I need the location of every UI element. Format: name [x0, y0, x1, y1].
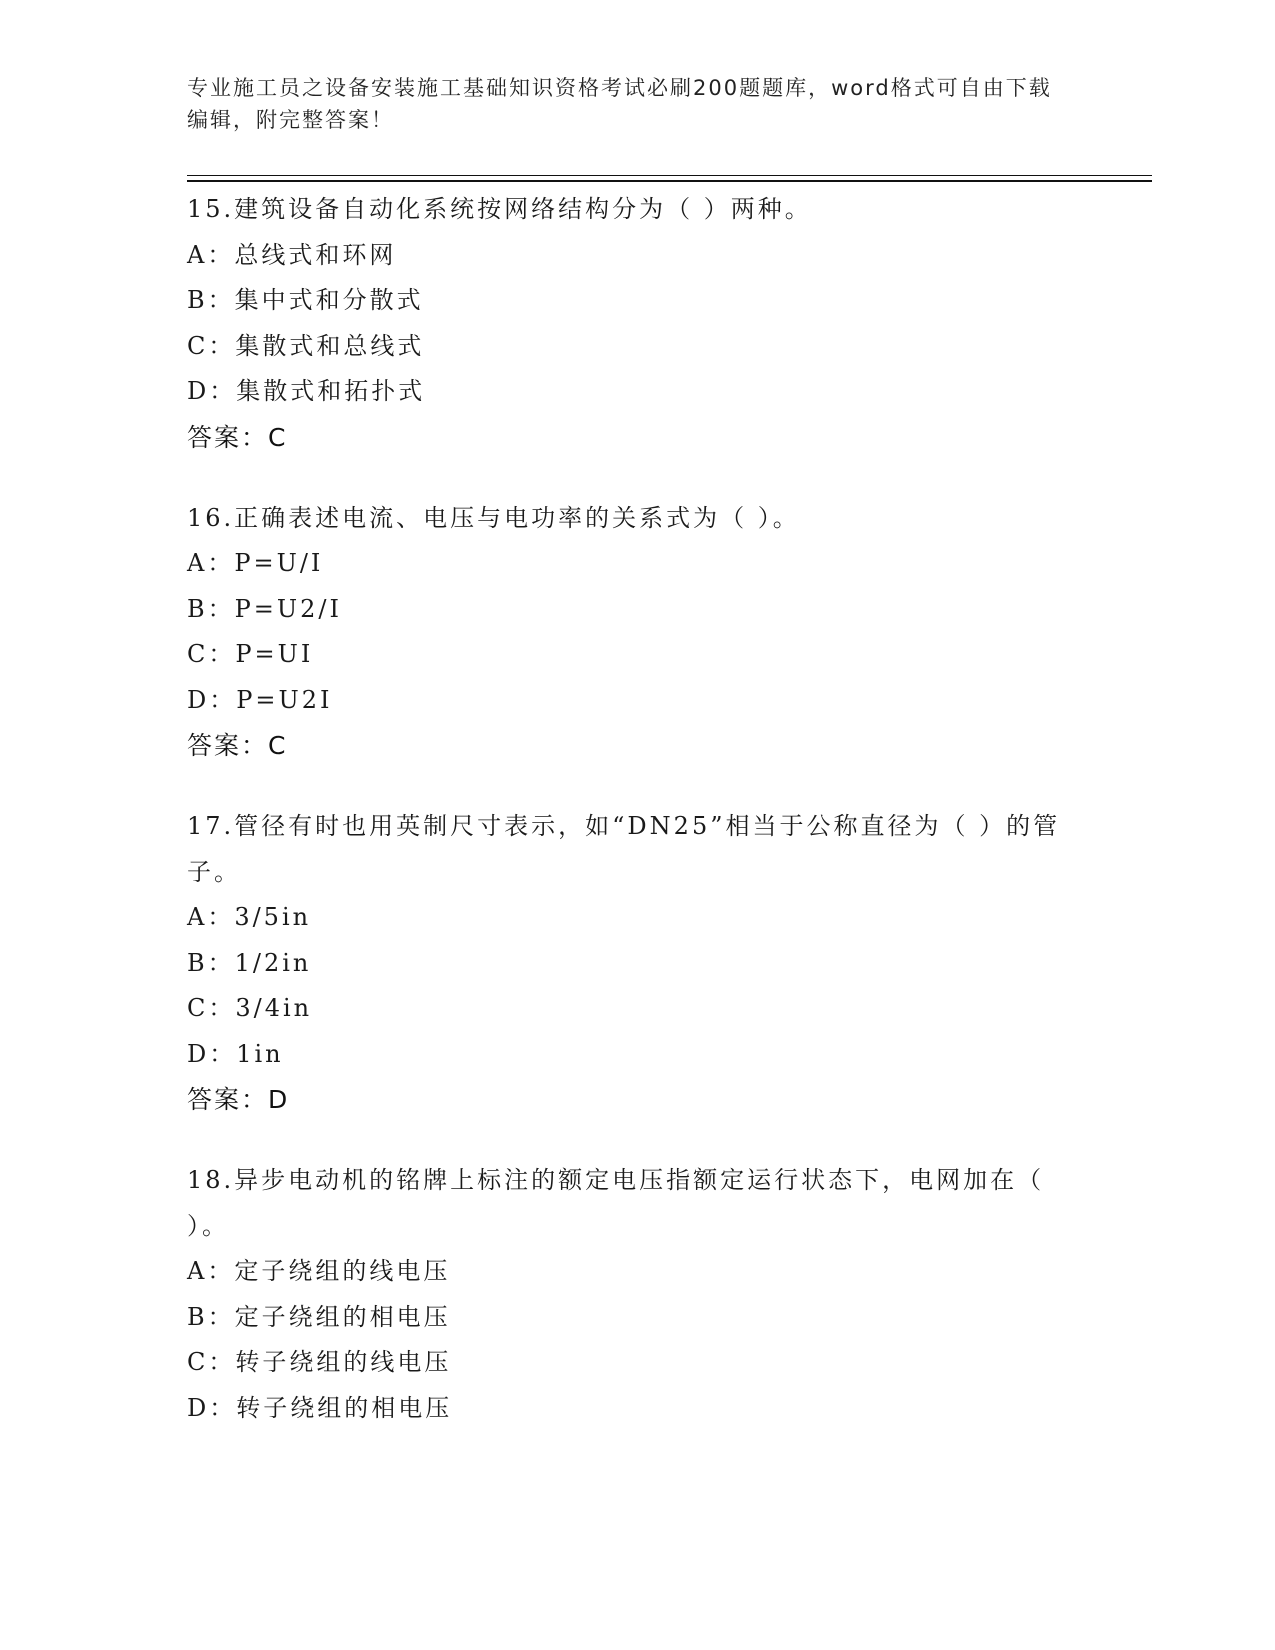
document-header: 专业施工员之设备安装施工基础知识资格考试必刷200题题库，word格式可自由下载编辑，附完整答案！ [187, 76, 1052, 132]
question-stem: 15.建筑设备自动化系统按网络结构分为（ ）两种。 [187, 195, 812, 223]
option-a: A：3/5in [187, 903, 312, 931]
option-a: A：定子绕组的线电压 [187, 1257, 451, 1285]
answer-label: 答案：C [187, 422, 288, 452]
option-b: B：定子绕组的相电压 [187, 1302, 451, 1331]
question-16 [187, 496, 1087, 769]
question-18 [187, 1158, 1087, 1431]
question-stem: 18.异步电动机的铭牌上标注的额定电压指额定运行状态下，电网加在（ ）。 [187, 1166, 1045, 1240]
option-b: B：P=U2/I [187, 594, 342, 623]
answer-label: 答案：D [187, 1085, 290, 1114]
option-d: D：集散式和拓扑式 [187, 377, 426, 405]
option-b: B：1/2in [187, 948, 312, 977]
option-c: C：P=UI [187, 640, 314, 668]
option-c: C：转子绕组的线电压 [187, 1348, 452, 1376]
header-divider-thin [187, 175, 1152, 176]
question-stem: 16.正确表述电流、电压与电功率的关系式为（ ）。 [187, 503, 800, 532]
question-list [187, 187, 1087, 1467]
option-b: B：集中式和分散式 [187, 286, 424, 314]
option-a: A：总线式和环网 [187, 240, 397, 269]
question-15 [187, 187, 1087, 460]
question-stem: 17.管径有时也用英制尺寸表示，如“DN25”相当于公称直径为（ ）的管子。 [187, 812, 1061, 886]
answer-label: 答案：C [187, 731, 288, 760]
option-c: C：3/4in [187, 994, 313, 1022]
option-a: A：P=U/I [187, 549, 324, 577]
option-c: C：集散式和总线式 [187, 331, 425, 360]
header-divider-thick [187, 180, 1152, 182]
option-d: D：1in [187, 1039, 284, 1068]
question-17 [187, 804, 1087, 1122]
option-d: D：转子绕组的相电压 [187, 1393, 453, 1422]
option-d: D：P=U2I [187, 685, 333, 714]
